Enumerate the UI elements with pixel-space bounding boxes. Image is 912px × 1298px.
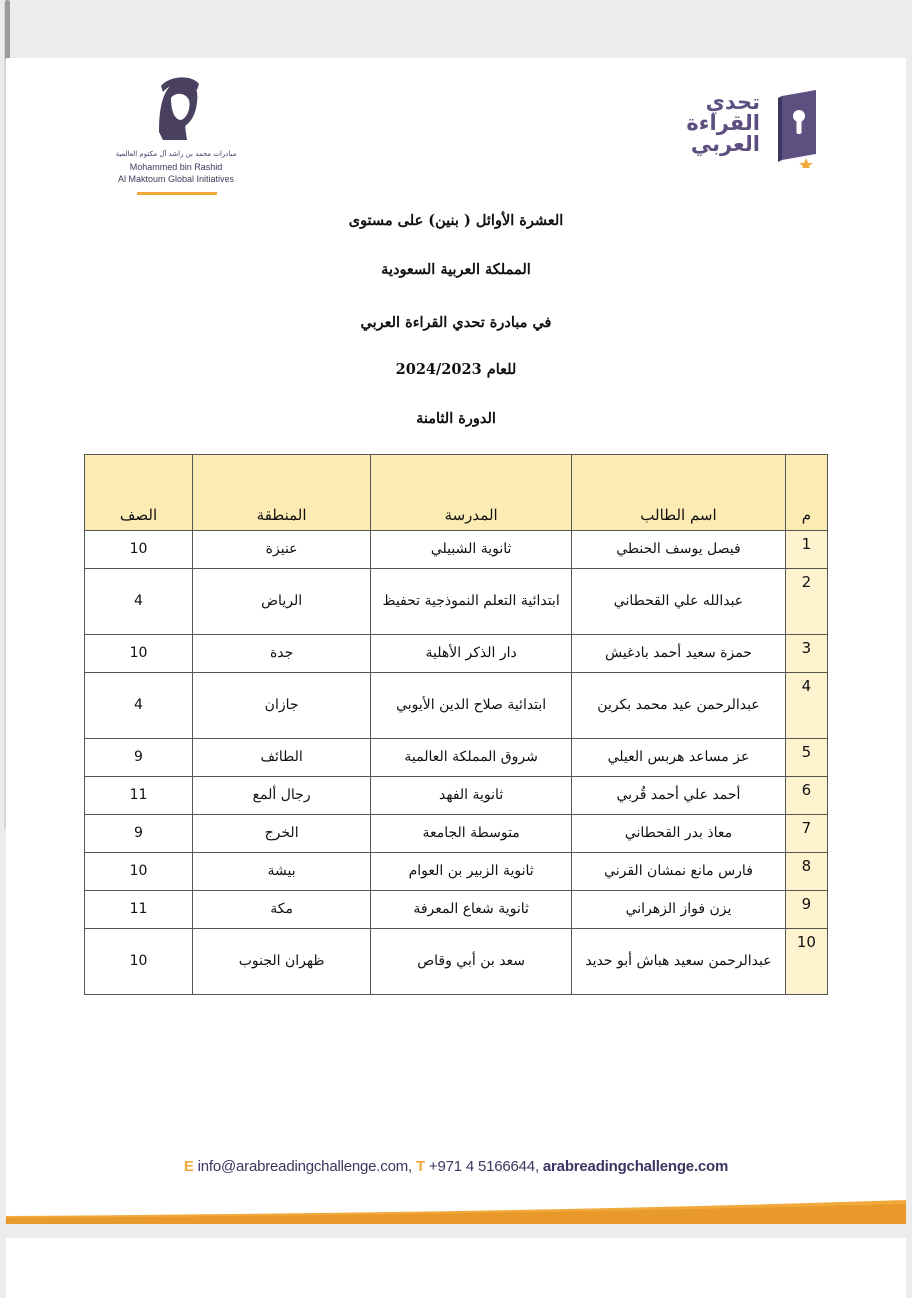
header-school: المدرسة [371,455,572,531]
row-school: سعد بن أبي وقاص [371,929,572,995]
header-student-name: اسم الطالب [572,455,786,531]
row-student-name: معاذ بدر القحطاني [572,815,786,853]
row-index: 7 [785,815,827,853]
row-student-name: حمزة سعيد أحمد بادغيش [572,635,786,673]
row-school: ابتدائية صلاح الدين الأيوبي [371,673,572,739]
table-row [85,635,828,673]
results-table [84,454,828,995]
row-school: ثانوية الفهد [371,777,572,815]
title-line-4: للعام 2024/2023 [395,361,517,378]
portrait-icon [141,72,211,142]
table-row [85,531,828,569]
row-school: ثانوية الزبير بن العوام [371,853,572,891]
table-row [85,853,828,891]
row-index: 8 [785,853,827,891]
row-school: شروق المملكة العالمية [371,739,572,777]
table-row [85,777,828,815]
arc-logo-line3: العربي [690,132,760,156]
document-page [6,58,906,1224]
row-index: 4 [785,673,827,739]
email-link[interactable]: info@arabreadingchallenge.com, [197,1158,412,1175]
row-region: رجال ألمع [193,777,371,815]
row-region: بيشة [193,853,371,891]
table-row [85,891,828,929]
table-row [85,815,828,853]
row-student-name: عز مساعد هربس العيلي [572,739,786,777]
row-grade: 10 [85,635,193,673]
row-school: ثانوية الشبيلي [371,531,572,569]
row-region: جدة [193,635,371,673]
row-index: 5 [785,739,827,777]
row-grade: 11 [85,777,193,815]
row-grade: 9 [85,739,193,777]
row-region: عنيزة [193,531,371,569]
scrollbar-thumb[interactable] [5,0,10,60]
row-grade: 4 [85,673,193,739]
row-region: مكة [193,891,371,929]
row-school: ابتدائية التعلم النموذجية تحفيظ [371,569,572,635]
row-region: ظهران الجنوب [193,929,371,995]
row-student-name: عبدالرحمن عيد محمد بكرين [572,673,786,739]
mbr-english-line2: Al Maktoum Global Initiatives [117,174,235,184]
phone-label: T [415,1158,425,1175]
arc-logo-text [686,92,760,155]
arc-logo-line1: تحدي [705,90,760,114]
title-line-5: الدورة الثامنة [416,410,496,427]
table-row [85,929,828,995]
phone-number[interactable]: +971 4 5166644, [428,1158,539,1175]
header-grade: الصف [85,455,193,531]
website-link[interactable]: arabreadingchallenge.com [542,1158,729,1175]
table-row [85,569,828,635]
row-grade: 9 [85,815,193,853]
contact-footer [6,1158,906,1175]
email-label: E [183,1158,194,1175]
table-header-row [85,455,828,531]
row-region: الطائف [193,739,371,777]
row-index: 2 [785,569,827,635]
header-region: المنطقة [193,455,371,531]
row-school: ثانوية شعاع المعرفة [371,891,572,929]
book-keyhole-icon [776,88,822,168]
row-index: 10 [785,929,827,995]
table-row [85,673,828,739]
row-student-name: يزن فواز الزهراني [572,891,786,929]
mbr-english-line1: Mohammed bin Rashid [129,162,223,172]
row-region: جازان [193,673,371,739]
row-index: 9 [785,891,827,929]
mbr-initiatives-logo [91,70,261,200]
header-index: م [785,455,827,531]
title-line-2: المملكة العربية السعودية [381,261,531,278]
mbr-arabic-name: مبادرات محمد بن راشد آل مكتوم العالمية [115,150,237,158]
row-student-name: فارس مانع نمشان القرني [572,853,786,891]
row-grade: 10 [85,531,193,569]
row-grade: 10 [85,853,193,891]
arab-reading-challenge-logo [686,86,826,176]
title-line-1: العشرة الأوائل ( بنين) على مستوى [348,212,564,229]
table-body [85,531,828,995]
row-student-name: أحمد علي أحمد قُربي [572,777,786,815]
row-grade: 11 [85,891,193,929]
row-grade: 10 [85,929,193,995]
row-student-name: فيصل يوسف الحنطي [572,531,786,569]
row-grade: 4 [85,569,193,635]
title-line-3: في مبادرة تحدي القراءة العربي [360,314,552,331]
row-school: متوسطة الجامعة [371,815,572,853]
footer-orange-band [6,1198,906,1224]
next-page [6,1238,906,1298]
row-index: 3 [785,635,827,673]
arc-logo-line2: القراءة [686,111,760,135]
row-student-name: عبدالرحمن سعيد هباش أبو حديد [572,929,786,995]
row-student-name: عبدالله علي القحطاني [572,569,786,635]
row-school: دار الذكر الأهلية [371,635,572,673]
row-region: الرياض [193,569,371,635]
row-index: 6 [785,777,827,815]
mbr-underline [137,192,217,195]
row-index: 1 [785,531,827,569]
table-row [85,739,828,777]
row-region: الخرج [193,815,371,853]
